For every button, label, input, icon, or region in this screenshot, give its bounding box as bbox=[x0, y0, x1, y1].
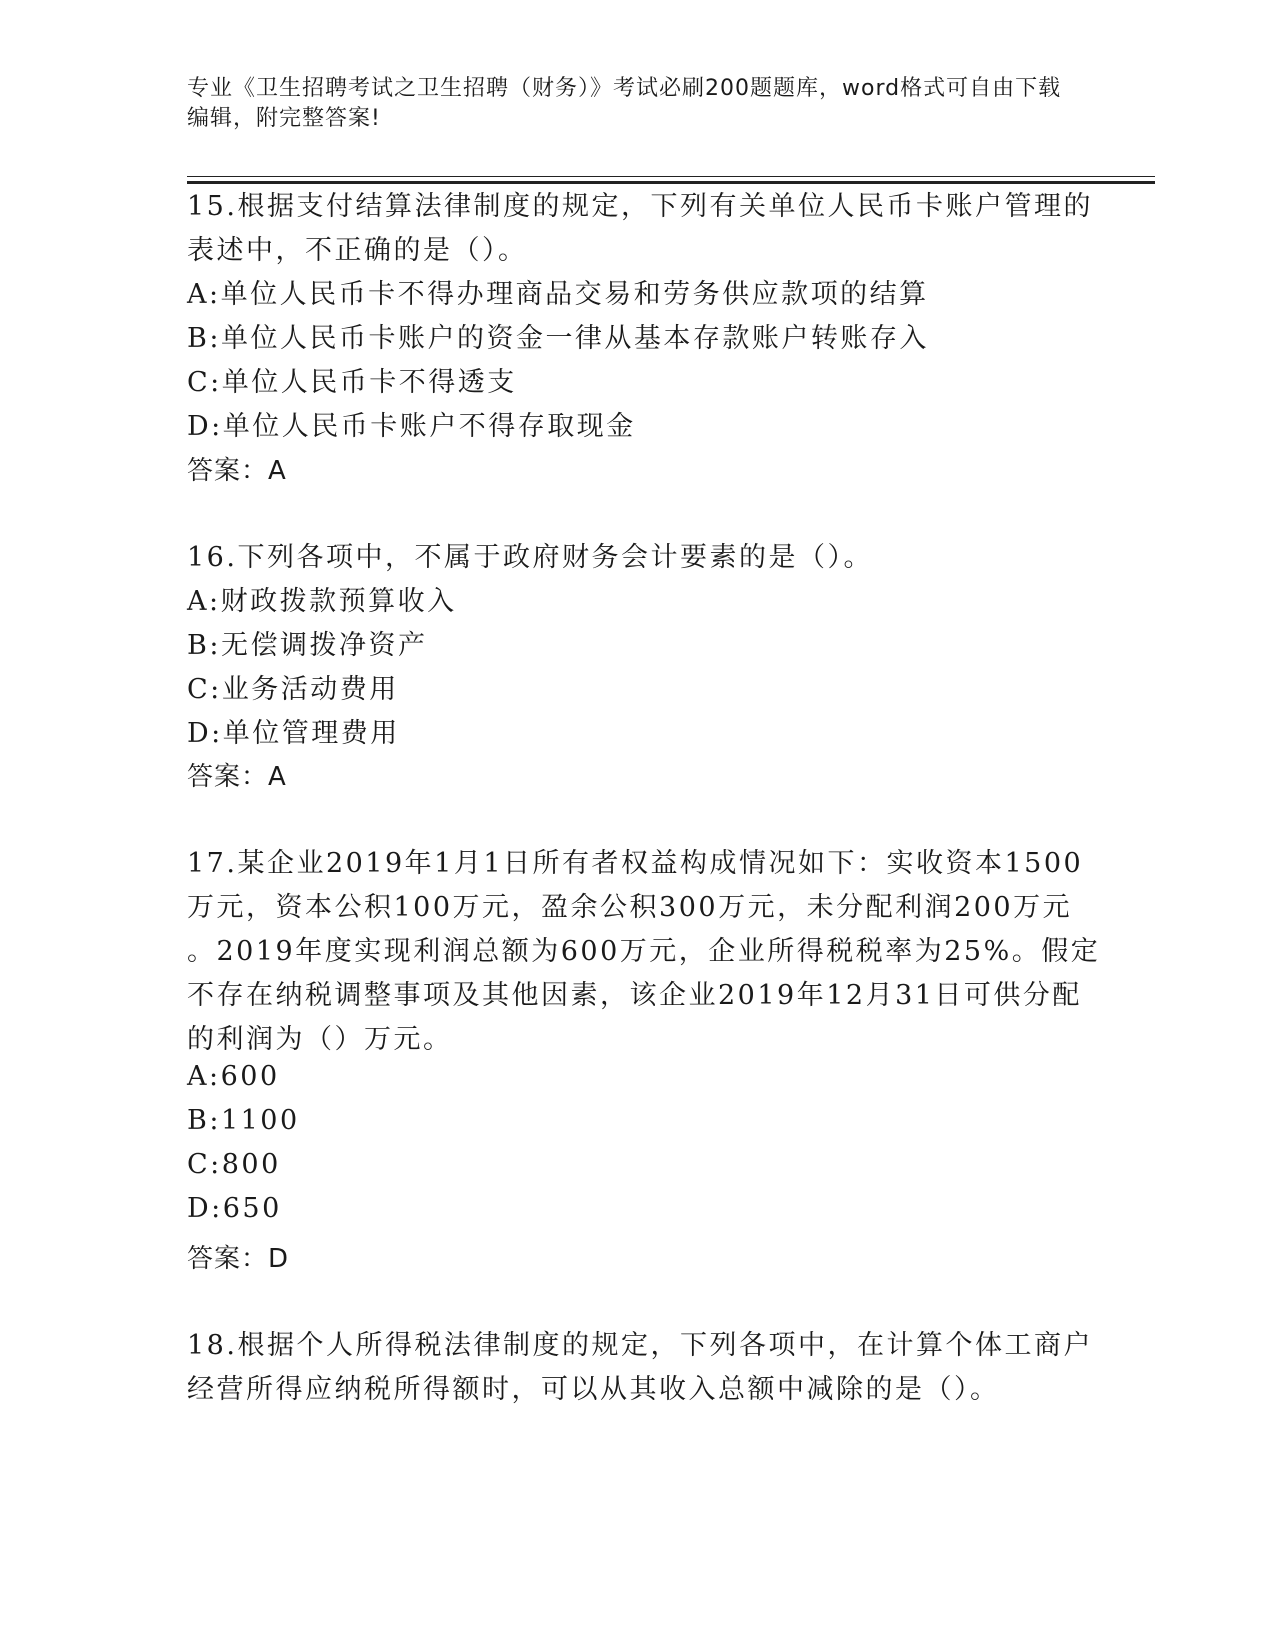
question-17-option-d: D:650 bbox=[187, 1193, 282, 1224]
question-17-line-4: 不存在纳税调整事项及其他因素，该企业2019年12月31日可供分配 bbox=[187, 980, 1082, 1011]
document-header: 专业《卫生招聘考试之卫生招聘（财务）》考试必刷200题题库，word格式可自由下载编辑，附完整答案! bbox=[187, 76, 1062, 131]
question-17-line-1: 17.某企业2019年1月1日所有者权益构成情况如下：实收资本1500 bbox=[187, 848, 1084, 879]
question-15-option-c: C:单位人民币卡不得透支 bbox=[187, 367, 517, 398]
question-15-option-b: B:单位人民币卡账户的资金一律从基本存款账户转账存入 bbox=[187, 323, 929, 354]
header-divider-thin bbox=[187, 176, 1155, 177]
question-16-option-a: A:财政拨款预算收入 bbox=[187, 586, 457, 617]
question-17-answer: 答案：D bbox=[187, 1244, 290, 1274]
question-16-line-1: 16.下列各项中，不属于政府财务会计要素的是（）。 bbox=[187, 542, 873, 573]
question-15-line-1: 15.根据支付结算法律制度的规定，下列有关单位人民币卡账户管理的 bbox=[187, 191, 1093, 222]
question-18-line-2: 经营所得应纳税所得额时，可以从其收入总额中减除的是（）。 bbox=[187, 1374, 1000, 1405]
question-17-option-a: A:600 bbox=[187, 1061, 280, 1092]
question-16-option-d: D:单位管理费用 bbox=[187, 718, 400, 749]
question-15-option-a: A:单位人民币卡不得办理商品交易和劳务供应款项的结算 bbox=[187, 279, 929, 310]
question-15-line-2: 表述中，不正确的是（）。 bbox=[187, 235, 528, 266]
question-17-line-3: 。2019年度实现利润总额为600万元，企业所得税税率为25%。假定 bbox=[187, 936, 1101, 967]
question-17-line-5: 的利润为（）万元。 bbox=[187, 1024, 453, 1055]
question-17-option-c: C:800 bbox=[187, 1149, 281, 1180]
question-15-option-d: D:单位人民币卡账户不得存取现金 bbox=[187, 411, 636, 442]
question-16-answer: 答案：A bbox=[187, 762, 287, 792]
question-17-line-2: 万元，资本公积100万元，盈余公积300万元，未分配利润200万元 bbox=[187, 892, 1073, 923]
question-18-line-1: 18.根据个人所得税法律制度的规定，下列各项中，在计算个体工商户 bbox=[187, 1330, 1093, 1361]
question-15-answer: 答案：A bbox=[187, 456, 287, 486]
question-16-option-c: C:业务活动费用 bbox=[187, 674, 399, 705]
question-17-option-b: B:1100 bbox=[187, 1105, 300, 1136]
question-16-option-b: B:无偿调拨净资产 bbox=[187, 630, 428, 661]
